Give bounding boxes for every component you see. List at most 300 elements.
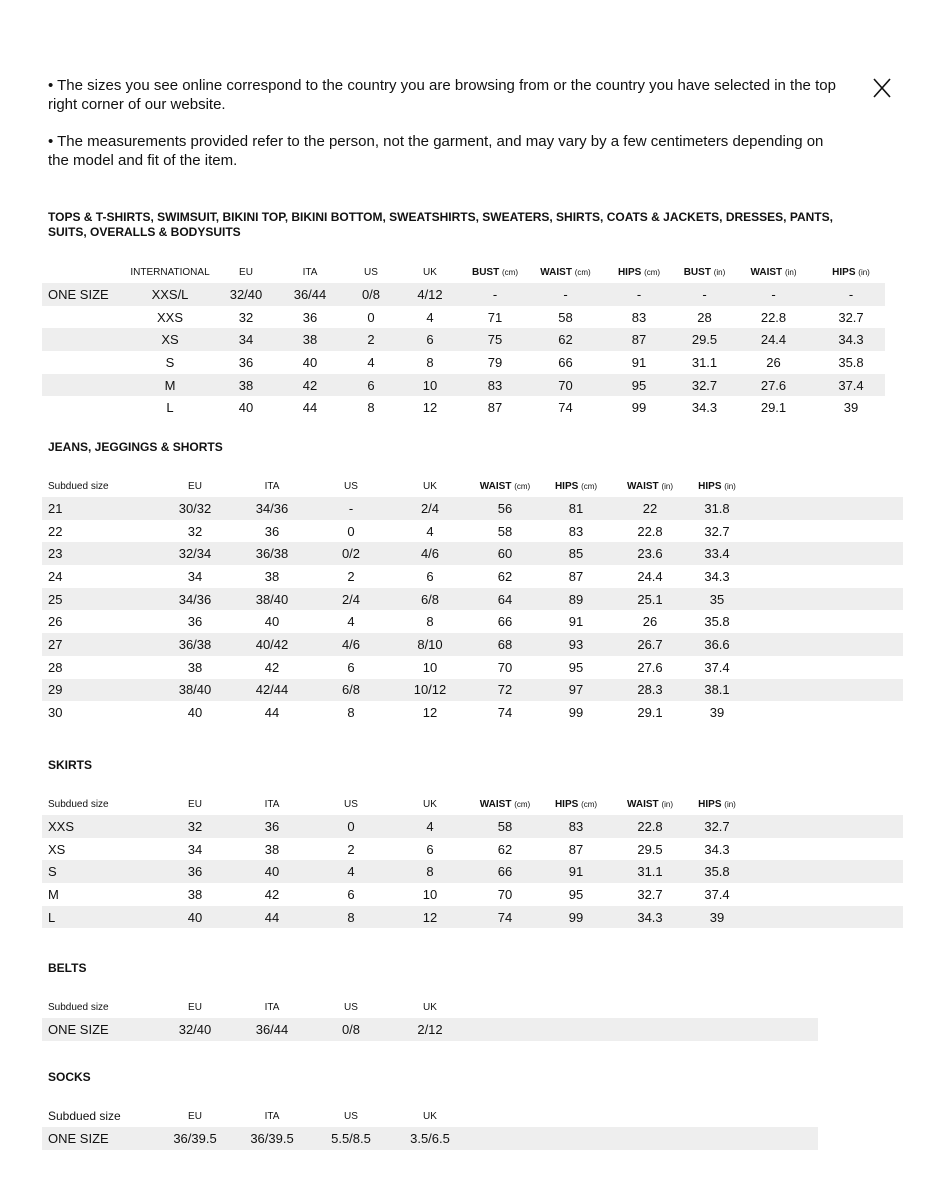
column-header-label: US	[344, 798, 358, 810]
table-cell: 38/40	[157, 679, 233, 702]
column-header-unit: (in)	[724, 799, 736, 809]
table-cell: 31.8	[689, 497, 745, 520]
table-cell	[745, 679, 903, 702]
size-label-cell: ONE SIZE	[42, 1018, 157, 1041]
table-cell: 62	[532, 328, 599, 351]
table-cell: XS	[128, 328, 212, 351]
table-cell: 32/40	[157, 1018, 233, 1041]
table-cell: 6	[340, 374, 402, 397]
table-cell: 0	[311, 815, 391, 838]
table-cell: 36	[187, 614, 203, 630]
column-header-label: US	[344, 1001, 358, 1013]
table-cell: L	[166, 400, 174, 416]
table-cell: 22.8	[611, 815, 689, 838]
column-header	[233, 475, 311, 497]
column-header	[391, 996, 469, 1018]
table-row	[42, 351, 885, 374]
column-header	[541, 475, 611, 497]
size-table	[42, 996, 818, 1041]
column-header	[157, 475, 233, 497]
table-cell: 10	[422, 659, 438, 675]
column-header-unit: (cm)	[581, 481, 598, 491]
table-cell: 34.3	[704, 841, 730, 857]
column-header-unit: (in)	[858, 267, 870, 277]
table-cell: 0	[367, 309, 375, 325]
table-cell: 34/36	[233, 497, 311, 520]
table-cell: 83	[631, 309, 647, 325]
table-cell: 8	[347, 705, 355, 721]
table-cell: 34.3	[704, 568, 730, 584]
column-header	[469, 793, 541, 815]
column-header	[157, 996, 233, 1018]
table-cell: 0/8	[311, 1018, 391, 1041]
table-cell: 28.3	[611, 679, 689, 702]
size-table	[42, 793, 903, 928]
table-cell: 32	[157, 815, 233, 838]
table-row	[42, 283, 885, 306]
table-cell: 58	[497, 523, 513, 539]
table-cell: 22.8	[760, 309, 787, 325]
size-label-cell: ONE SIZE	[42, 283, 128, 306]
table-cell: 40	[264, 614, 280, 630]
table-row	[42, 906, 903, 929]
column-header	[391, 1105, 469, 1127]
size-label-cell: 26	[48, 614, 63, 630]
table-cell	[745, 542, 903, 565]
table-cell: 36/39.5	[157, 1127, 233, 1150]
table-cell: 36/44	[233, 1018, 311, 1041]
table-cell: 83	[541, 815, 611, 838]
size-label-cell: M	[48, 886, 59, 902]
jeans-size-section	[42, 440, 903, 724]
close-icon	[870, 76, 894, 100]
size-label-cell	[42, 328, 128, 351]
column-header	[679, 261, 730, 283]
table-cell: 36.6	[689, 633, 745, 656]
column-header-unit: (in)	[661, 481, 673, 491]
table-cell: 87	[568, 841, 584, 857]
section-title: TOPS & T-SHIRTS, SWIMSUIT, BIKINI TOP, BIKINI BOTTOM, SWEATSHIRTS, SWEATERS, SHIRTS, COATS & JACKETS, DRESSES, PANTS, SUITS, OVERALLS & BODYSUITS	[48, 210, 833, 239]
column-header	[280, 261, 340, 283]
table-cell: 91	[568, 614, 584, 630]
table-cell: 72	[469, 679, 541, 702]
table-cell: 87	[568, 568, 584, 584]
table-cell: 8	[367, 400, 375, 416]
table-row	[42, 701, 903, 724]
table-cell: 2/4	[311, 588, 391, 611]
table-cell: 32.7	[637, 886, 663, 902]
column-header-label: WAIST	[540, 266, 572, 278]
table-cell: 2/4	[391, 497, 469, 520]
table-cell: 28	[697, 309, 712, 325]
table-cell	[745, 588, 903, 611]
column-header	[458, 261, 532, 283]
column-header-label: HIPS	[698, 798, 722, 810]
socks-size-section	[42, 1070, 818, 1150]
size-label-cell: 22	[48, 523, 63, 539]
column-header	[212, 261, 280, 283]
table-cell: 37.4	[704, 659, 730, 675]
column-header-label: US	[344, 480, 358, 492]
table-cell: 91	[541, 860, 611, 883]
table-row	[42, 396, 885, 419]
table-cell: 4/6	[391, 542, 469, 565]
section-title: SKIRTS	[48, 758, 93, 772]
table-cell	[745, 497, 903, 520]
column-header-label: EU	[239, 266, 253, 278]
table-cell: 32/40	[212, 283, 280, 306]
column-header-unit: (in)	[661, 799, 673, 809]
table-cell: 8	[311, 906, 391, 929]
table-cell: 99	[568, 705, 584, 721]
table-cell: 0/8	[340, 283, 402, 306]
table-cell: 89	[541, 588, 611, 611]
table-cell: 4/12	[402, 283, 458, 306]
column-header	[391, 475, 469, 497]
table-cell: 70	[497, 659, 513, 675]
table-cell: 4	[391, 815, 469, 838]
table-cell: 42	[264, 659, 280, 675]
table-cell: 66	[497, 614, 513, 630]
column-header-label: EU	[188, 1001, 202, 1013]
column-header-label: EU	[188, 480, 202, 492]
table-cell: 71	[487, 309, 503, 325]
table-cell: 39	[689, 906, 745, 929]
column-header-unit: (cm)	[574, 267, 591, 277]
table-row	[42, 633, 903, 656]
table-cell: M	[128, 374, 212, 397]
table-cell: 6/8	[391, 588, 469, 611]
column-header-unit: (cm)	[514, 481, 531, 491]
table-cell: 4	[311, 860, 391, 883]
column-header-label: UK	[423, 266, 437, 278]
table-cell: 83	[568, 523, 584, 539]
column-header-unit: (in)	[713, 267, 726, 277]
table-row	[42, 860, 903, 883]
column-header-label: BUST	[471, 266, 500, 278]
column-header	[157, 793, 233, 815]
table-cell: 26	[642, 614, 658, 630]
table-row	[42, 883, 903, 906]
table-cell: 87	[487, 400, 503, 416]
table-cell: 8/10	[391, 633, 469, 656]
table-cell: 37.4	[817, 374, 885, 397]
column-header	[233, 996, 311, 1018]
table-cell: 93	[541, 633, 611, 656]
size-label-cell: 30	[48, 705, 63, 721]
column-header	[311, 996, 391, 1018]
column-header-label: UK	[423, 798, 437, 810]
table-row	[42, 610, 903, 633]
table-cell: 0	[347, 523, 355, 539]
table-cell: 44	[264, 705, 280, 721]
table-cell: 32.7	[704, 523, 730, 539]
table-cell: 36	[233, 815, 311, 838]
table-row	[42, 565, 903, 588]
table-cell: 26.7	[611, 633, 689, 656]
size-label-cell	[42, 374, 128, 397]
column-header-label: INTERNATIONAL	[130, 266, 210, 278]
table-cell: 38.1	[689, 679, 745, 702]
table-cell: 34	[212, 328, 280, 351]
table-cell: 38	[264, 568, 280, 584]
close-button[interactable]	[870, 76, 894, 100]
table-row	[42, 838, 903, 861]
table-cell: 64	[469, 588, 541, 611]
table-cell: 40/42	[233, 633, 311, 656]
column-header-label: UK	[423, 1001, 437, 1013]
table-row	[42, 542, 903, 565]
table-cell: 42	[280, 374, 340, 397]
table-cell	[745, 701, 903, 724]
table-row	[42, 328, 885, 351]
table-cell	[745, 520, 903, 543]
table-cell: 25.1	[611, 588, 689, 611]
size-label-cell: XS	[48, 841, 66, 857]
table-cell: 58	[558, 309, 573, 325]
column-header-label: WAIST	[626, 798, 659, 810]
table-cell: 34.3	[817, 328, 885, 351]
table-cell: 8	[426, 614, 434, 630]
size-label-cell	[42, 396, 128, 419]
column-header-label: UK	[423, 1110, 437, 1122]
table-cell: 38	[212, 374, 280, 397]
size-label-cell: 23	[42, 542, 157, 565]
table-row	[42, 1018, 818, 1041]
table-cell: 87	[599, 328, 679, 351]
table-cell: 10	[402, 374, 458, 397]
table-cell: 0/2	[311, 542, 391, 565]
table-row	[42, 374, 885, 397]
table-cell: -	[599, 283, 679, 306]
table-row	[42, 679, 903, 702]
table-cell: 62	[497, 568, 513, 584]
table-cell: 36	[264, 523, 280, 539]
table-cell: 36/39.5	[233, 1127, 311, 1150]
table-cell: 31.1	[691, 354, 718, 370]
size-table	[42, 261, 885, 419]
table-cell: 60	[469, 542, 541, 565]
table-cell: -	[817, 283, 885, 306]
table-cell: 83	[458, 374, 532, 397]
table-cell: 5.5/8.5	[311, 1127, 391, 1150]
column-header-label: WAIST	[626, 480, 659, 492]
table-cell: 33.4	[689, 542, 745, 565]
column-header-label: UK	[423, 480, 437, 492]
table-cell: 74	[497, 705, 513, 721]
column-header-label: Subdued size	[48, 1001, 109, 1013]
column-header-label: HIPS	[832, 266, 856, 278]
size-label-cell: 27	[42, 633, 157, 656]
table-cell: 95	[568, 659, 584, 675]
table-cell: 27.6	[730, 374, 817, 397]
table-row	[42, 656, 903, 679]
table-cell	[745, 883, 903, 906]
table-cell: 38	[264, 841, 280, 857]
column-header	[532, 261, 599, 283]
table-cell	[745, 838, 903, 861]
column-header-label: ITA	[264, 1110, 280, 1122]
belts-size-section	[42, 961, 818, 1041]
column-header	[611, 793, 689, 815]
column-header	[391, 793, 469, 815]
table-cell: 27.6	[637, 659, 663, 675]
table-cell: 4	[367, 354, 375, 370]
table-cell: 38	[187, 659, 203, 675]
table-cell: 97	[541, 679, 611, 702]
column-header	[42, 475, 157, 497]
table-cell: 36	[238, 354, 254, 370]
column-header	[469, 475, 541, 497]
table-cell: 36/38	[157, 633, 233, 656]
table-cell: 37.4	[704, 886, 730, 902]
table-cell: 32	[238, 309, 254, 325]
table-cell: 38	[187, 886, 203, 902]
table-cell: XXS	[156, 309, 183, 325]
column-header-unit: (in)	[724, 481, 736, 491]
table-cell	[745, 610, 903, 633]
table-cell: 23.6	[611, 542, 689, 565]
table-cell: -	[532, 283, 599, 306]
table-cell: 24.4	[730, 328, 817, 351]
table-cell: 40	[238, 400, 254, 416]
column-header-label: EU	[188, 1110, 202, 1122]
column-header	[233, 1105, 311, 1127]
table-cell: 32/34	[157, 542, 233, 565]
column-header-unit: (cm)	[514, 799, 531, 809]
table-cell: -	[311, 497, 391, 520]
table-cell: XXS/L	[128, 283, 212, 306]
table-cell: 6	[402, 328, 458, 351]
table-cell: 32.7	[689, 815, 745, 838]
size-label-cell	[42, 351, 128, 374]
table-cell: 32.7	[838, 309, 864, 325]
table-cell: 22	[611, 497, 689, 520]
note-measurements: • The measurements provided refer to the person, not the garment, and may vary by a few centimeters depending on the model and fit of the item.	[48, 133, 824, 169]
column-header-label: ITA	[302, 266, 318, 278]
table-cell: 36/38	[233, 542, 311, 565]
column-header	[599, 261, 679, 283]
table-cell: 4/6	[311, 633, 391, 656]
table-cell: 6	[347, 659, 355, 675]
column-header	[233, 793, 311, 815]
table-cell: 79	[487, 354, 503, 370]
table-cell: 6/8	[311, 679, 391, 702]
column-header-label: BUST	[683, 266, 711, 278]
table-cell: 34.3	[611, 906, 689, 929]
table-cell: 6	[347, 886, 355, 902]
size-label-cell: ONE SIZE	[42, 1127, 157, 1150]
table-cell: 40	[233, 860, 311, 883]
column-header	[311, 475, 391, 497]
table-row	[42, 520, 903, 543]
table-cell: 2	[340, 328, 402, 351]
table-cell: 12	[391, 906, 469, 929]
table-cell: 31.1	[611, 860, 689, 883]
table-cell: 32	[187, 523, 203, 539]
column-header	[469, 996, 818, 1018]
table-cell: 6	[426, 568, 434, 584]
table-cell: 29.1	[637, 705, 663, 721]
column-header-unit: (cm)	[502, 267, 518, 277]
table-cell: 4	[426, 309, 434, 325]
size-label-cell: 29	[42, 679, 157, 702]
column-header	[42, 996, 157, 1018]
size-table	[42, 475, 903, 724]
table-cell: 6	[426, 841, 434, 857]
section-title: SOCKS	[48, 1070, 91, 1084]
info-notes	[48, 76, 838, 188]
table-cell	[745, 565, 903, 588]
column-header-label: ITA	[264, 480, 280, 492]
column-header-label: HIPS	[698, 480, 722, 492]
table-cell: 40	[302, 354, 318, 370]
size-label-cell: XXS	[42, 815, 157, 838]
size-label-cell: 28	[48, 659, 63, 675]
table-cell: 42/44	[233, 679, 311, 702]
table-cell: 58	[469, 815, 541, 838]
column-header	[541, 793, 611, 815]
column-header-label: ITA	[264, 1001, 280, 1013]
table-row	[42, 588, 903, 611]
table-cell: 12	[422, 705, 438, 721]
table-row	[42, 1127, 818, 1150]
table-cell: 29.1	[760, 400, 787, 416]
table-cell: 35	[689, 588, 745, 611]
table-cell: 36	[157, 860, 233, 883]
column-header-label: Subdued size	[48, 1109, 121, 1123]
table-cell: S	[165, 354, 175, 370]
table-cell: 4	[347, 614, 355, 630]
column-header	[611, 475, 689, 497]
table-cell: 44	[233, 906, 311, 929]
table-cell: 30/32	[157, 497, 233, 520]
table-row	[42, 497, 903, 520]
table-cell: 95	[599, 374, 679, 397]
column-header	[42, 261, 128, 283]
column-header-label: US	[364, 266, 378, 278]
column-header-label: Subdued size	[48, 480, 109, 492]
column-header-label: WAIST	[479, 480, 512, 492]
table-cell: 10	[422, 886, 438, 902]
table-cell: 42	[264, 886, 280, 902]
table-cell	[469, 1127, 818, 1150]
column-header-label: US	[344, 1110, 358, 1122]
column-header	[469, 1105, 818, 1127]
column-header	[745, 475, 903, 497]
column-header-label: HIPS	[617, 266, 642, 278]
table-cell: 34.3	[691, 400, 718, 416]
table-cell	[745, 815, 903, 838]
tops-size-section	[42, 210, 885, 419]
column-header-unit: (in)	[784, 267, 797, 277]
table-cell: 62	[497, 841, 513, 857]
table-cell: 56	[469, 497, 541, 520]
table-cell: 3.5/6.5	[391, 1127, 469, 1150]
column-header	[311, 1105, 391, 1127]
table-cell: 70	[497, 886, 513, 902]
section-title: BELTS	[48, 961, 87, 975]
table-cell: 34	[187, 841, 203, 857]
table-cell: 2	[347, 841, 355, 857]
table-cell: 34/36	[157, 588, 233, 611]
table-cell: 38	[280, 328, 340, 351]
section-title: JEANS, JEGGINGS & SHORTS	[48, 440, 223, 454]
table-cell: 36	[302, 309, 318, 325]
column-header	[42, 793, 157, 815]
column-header-label: EU	[188, 798, 202, 810]
table-cell: 70	[532, 374, 599, 397]
